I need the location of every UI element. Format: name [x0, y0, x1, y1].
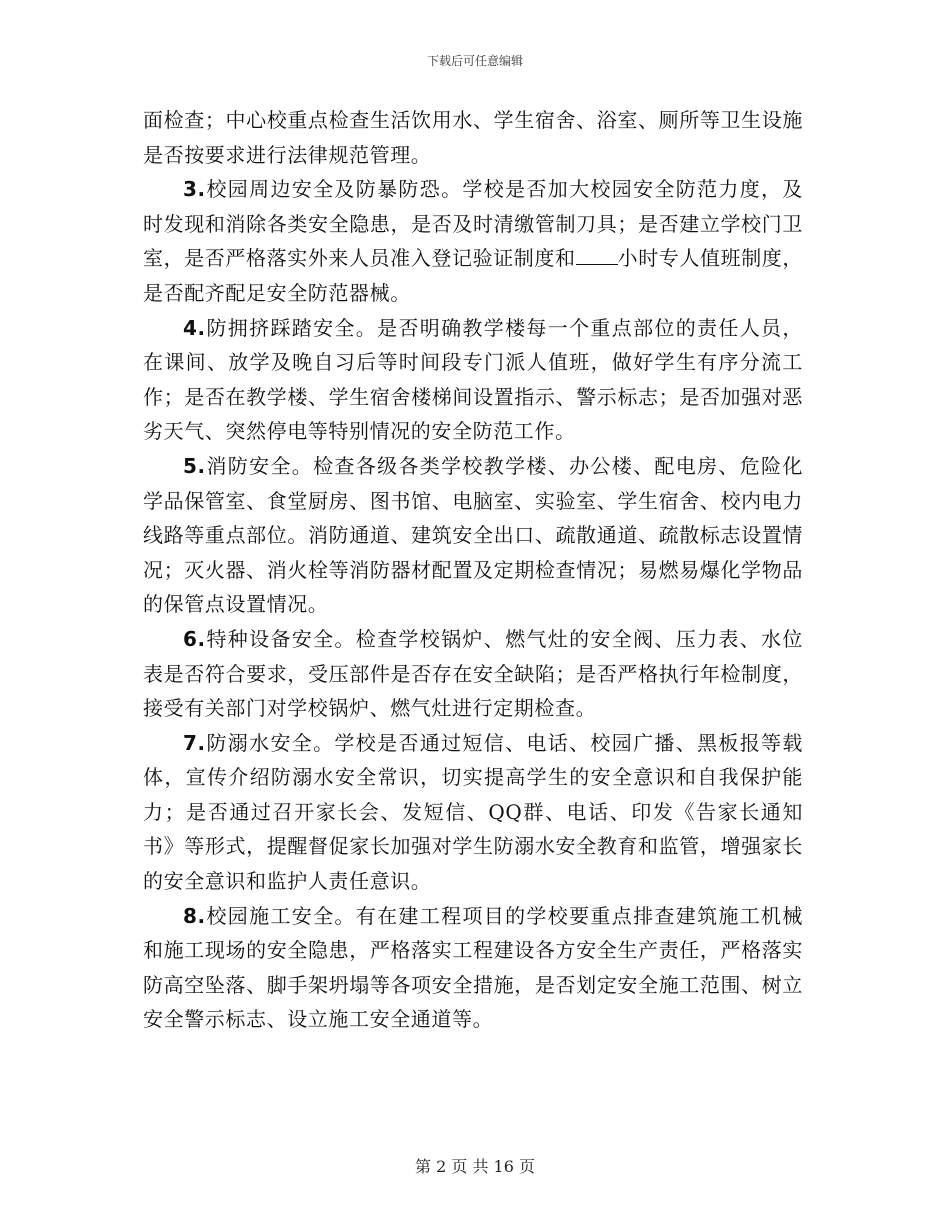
page-footer: 第 2 页 共 16 页: [415, 1157, 535, 1176]
paragraph-item-3: [143, 172, 803, 310]
paragraph-item-4: [143, 311, 803, 449]
item-number: 8.: [183, 903, 206, 928]
item-number: 3.: [183, 177, 206, 202]
fill-in-blank: [576, 246, 618, 265]
paragraph-item-6: [143, 622, 803, 726]
paragraph-item-5: [143, 449, 803, 622]
paragraph-text: 校园施工安全。有在建工程项目的学校要重点排查建筑施工机械和施工现场的安全隐患，严格落实工程建设各方安全生产责任，严格落实防高空坠落、脚手架坍塌等各项安全措施，是否划定安全施工范围、树立安全警示标志、设立施工安全通道等。: [143, 903, 803, 1032]
paragraph-text: 防拥挤踩踏安全。是否明确教学楼每一个重点部位的责任人员，在课间、放学及晚自习后等时间段专门派人值班，做好学生有序分流工作；是否在教学楼、学生宿舍楼梯间设置指示、警示标志；是否加强对恶劣天气、突然停电等特别情况的安全防范工作。: [143, 315, 803, 444]
paragraph-text: 特种设备安全。检查学校锅炉、燃气灶的安全阀、压力表、水位表是否符合要求，受压部件是否存在安全缺陷；是否严格执行年检制度，接受有关部门对学校锅炉、燃气灶进行定期检查。: [143, 626, 803, 721]
paragraph-item-8: [143, 899, 803, 1037]
page-header: 下载后可任意编辑: [426, 54, 523, 68]
item-number: 4.: [183, 315, 206, 340]
paragraph-text: 防溺水安全。学校是否通过短信、电话、校园广播、黑板报等载体，宣传介绍防溺水安全常识，切实提高学生的安全意识和自我保护能力；是否通过召开家长会、发短信、QQ群、电话、印发《告家长通知书》等形式，提醒督促家长加强对学生防溺水安全教育和监管，增强家长的安全意识和监护人责任意识。: [143, 730, 803, 894]
paragraph-text: 面检查；中心校重点检查生活饮用水、学生宿舍、浴室、厕所等卫生设施是否按要求进行法律规范管理。: [143, 108, 803, 167]
paragraph-continuation: [143, 103, 803, 172]
item-number: 7.: [183, 730, 206, 755]
item-number: 5.: [183, 453, 206, 478]
item-number: 6.: [183, 626, 206, 651]
document-body: [143, 103, 803, 1037]
paragraph-item-7: [143, 726, 803, 899]
paragraph-text: 校园周边安全及防暴防恐。学校是否加大校园安全防范力度，及时发现和消除各类安全隐患，是否及时清缴管制刀具；是否建立学校门卫室，是否严格落实外来人员准入登记验证制度和: [143, 177, 803, 271]
paragraph-text-after-blank: 小时专人值班制度，是否配齐配足安全防范器械。: [143, 246, 804, 305]
paragraph-text: 消防安全。检查各级各类学校教学楼、办公楼、配电房、危险化学品保管室、食堂厨房、图书馆、电脑室、实验室、学生宿舍、校内电力线路等重点部位。消防通道、建筑安全出口、疏散通道、疏散标志设置情况；灭火器、消火栓等消防器材配置及定期检查情况；易燃易爆化学物品的保管点设置情况。: [143, 453, 803, 617]
